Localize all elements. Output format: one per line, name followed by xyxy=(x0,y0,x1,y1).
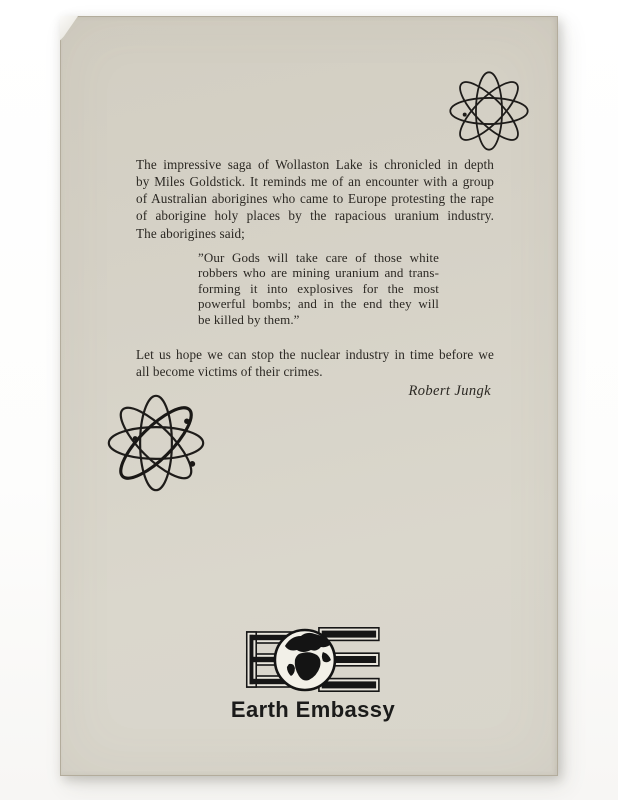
publisher-block xyxy=(231,627,395,723)
text-line: Let us hope we can stop the nuclear industry in time before we xyxy=(136,347,494,362)
publisher-name: Earth Embassy xyxy=(230,697,396,722)
quote-block xyxy=(198,250,439,327)
text-line: The aborigines said; xyxy=(136,225,245,241)
text-line: by Miles Goldstick. It reminds me of an encounter with a group xyxy=(136,174,494,190)
closing-paragraph xyxy=(136,346,494,380)
blurb-paragraph xyxy=(136,156,494,242)
quote-line: ”Our Gods will take care of those white xyxy=(198,250,439,265)
text-line: The impressive saga of Wollaston Lake is chronicled in depth xyxy=(136,157,494,172)
text-line: of Australian aborigines who came to Europe protesting the rape xyxy=(136,191,494,207)
quote-line: powerful bombs; and in the end they will xyxy=(198,296,439,312)
quote-line: robbers who are mining uranium and trans- xyxy=(198,265,439,281)
atom-icon xyxy=(444,71,534,151)
book-back-cover xyxy=(60,16,558,776)
earth-embassy-logo-icon xyxy=(246,627,380,693)
text-line: all become victims of their crimes. xyxy=(136,364,323,380)
atom-icon xyxy=(98,394,214,492)
quote-line: be killed by them.” xyxy=(198,311,300,327)
corner-wear xyxy=(60,16,78,42)
quote-line: forming it into explosives for the most xyxy=(198,280,439,296)
text-line: of aborigine holy places by the rapacious uranium industry. xyxy=(136,208,494,224)
signature: Robert Jungk xyxy=(408,383,491,399)
